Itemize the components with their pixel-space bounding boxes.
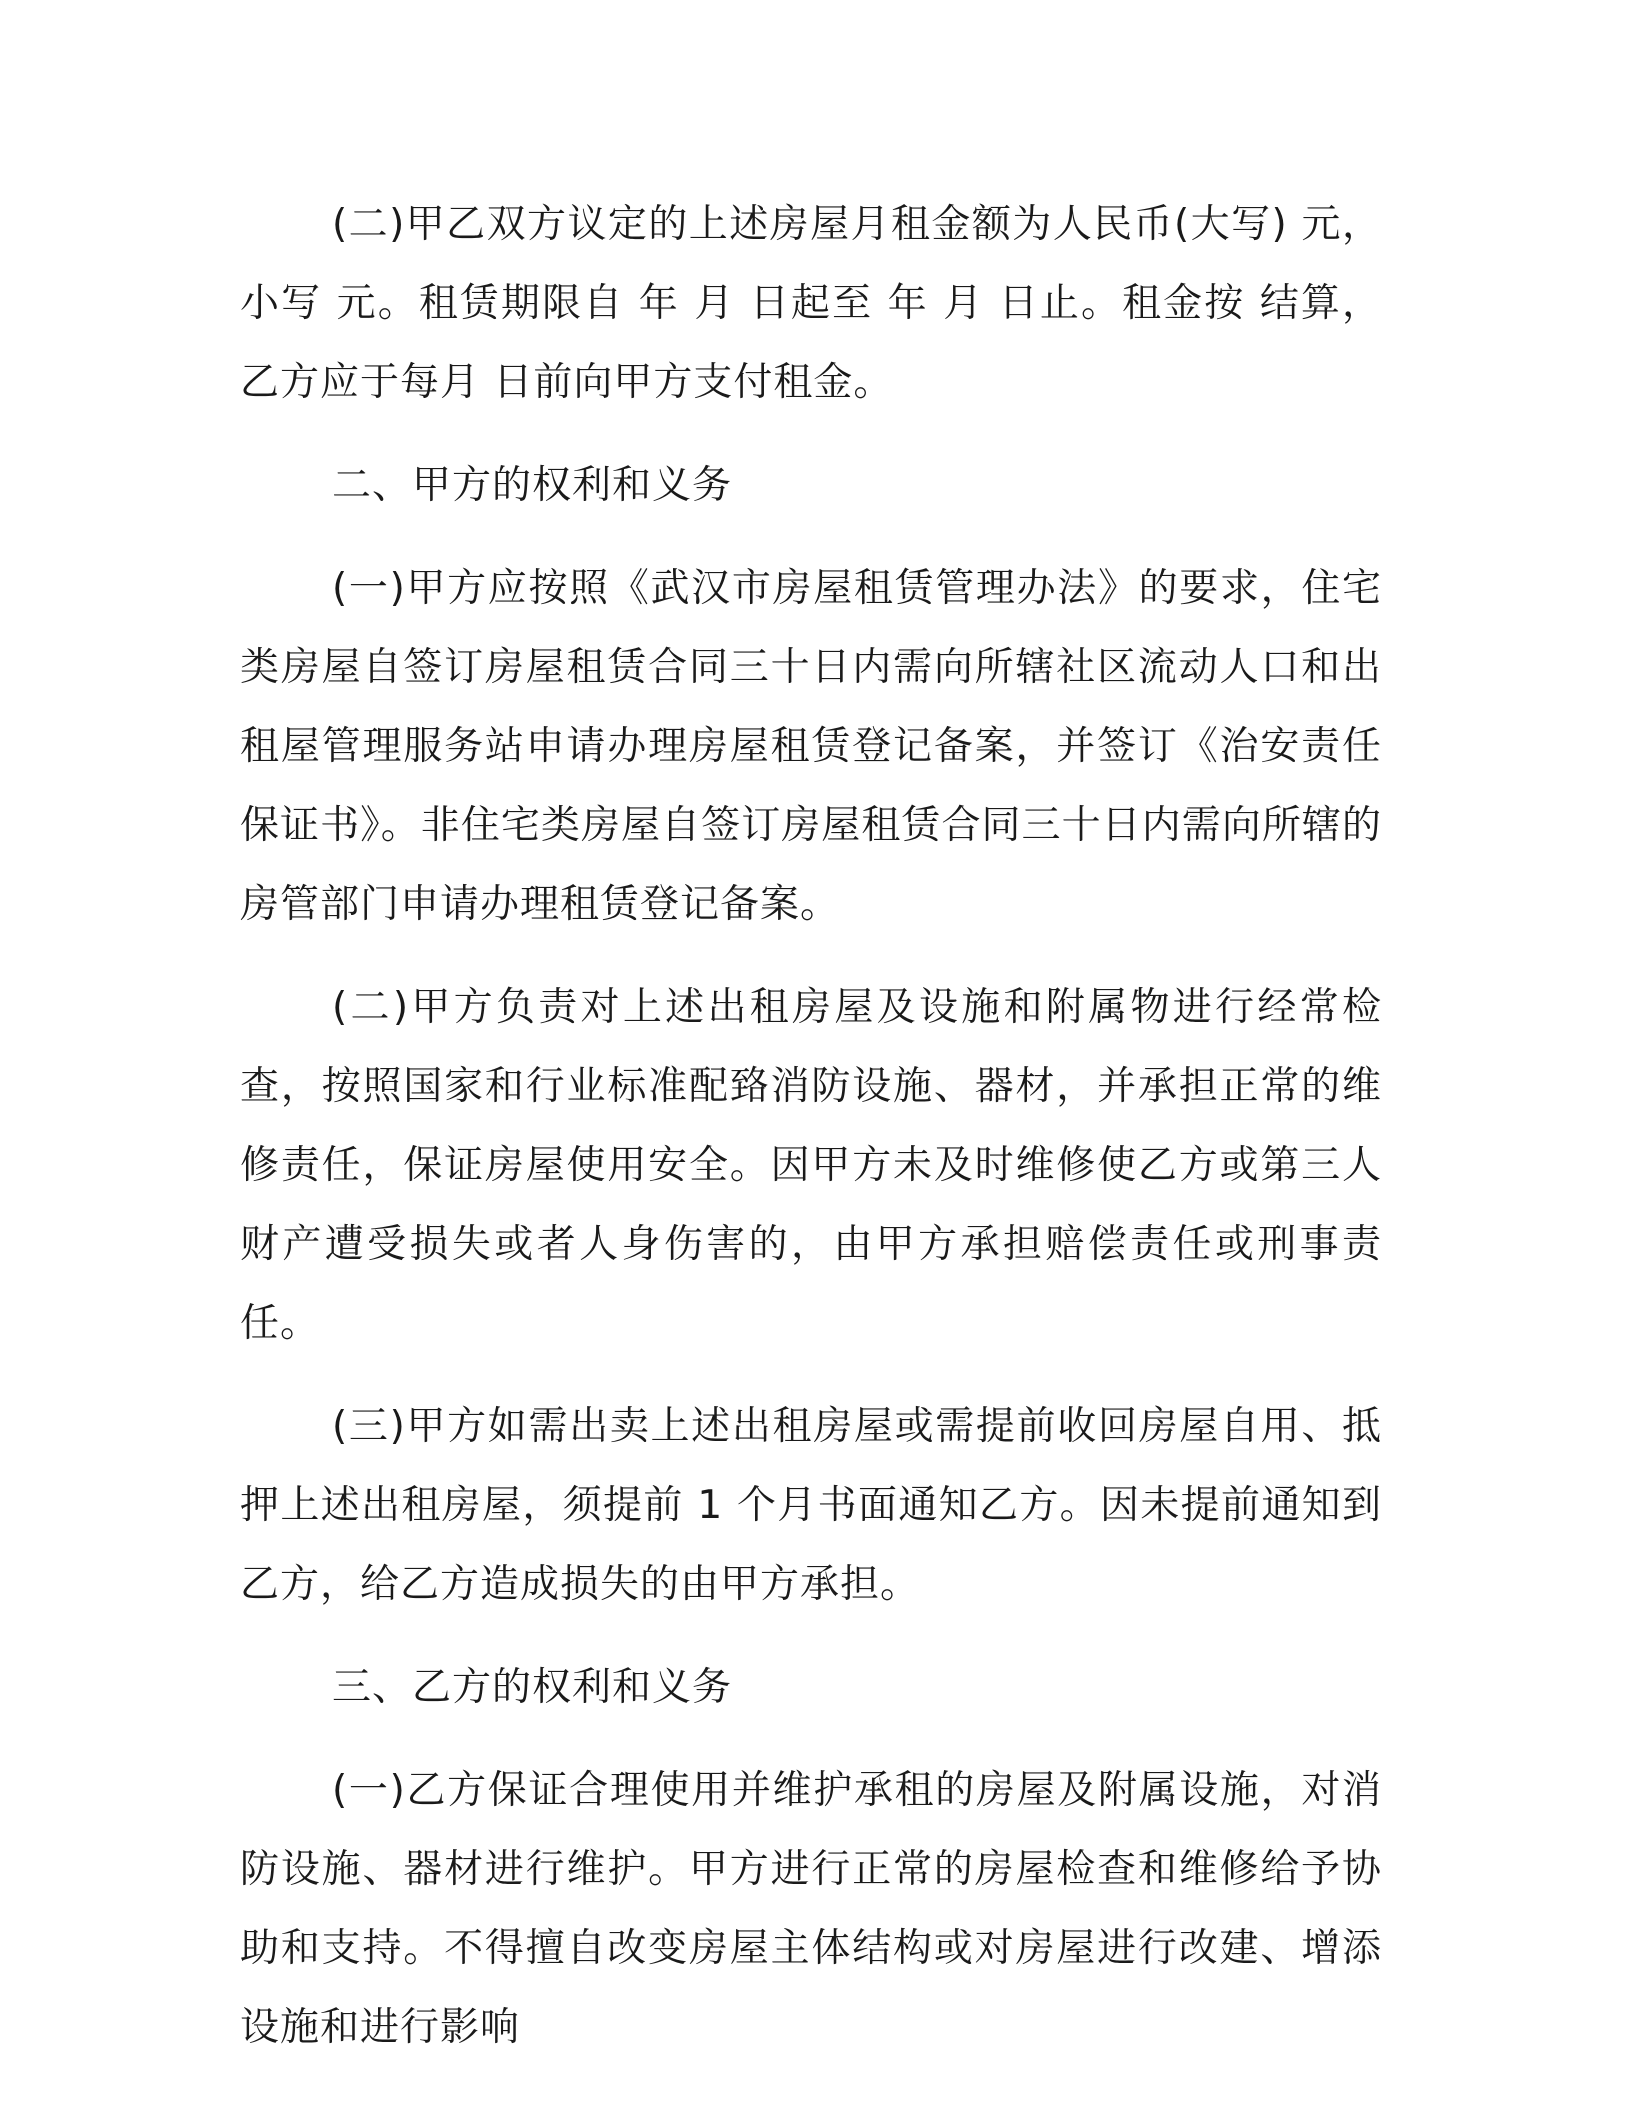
heading-party-a-rights: 二、甲方的权利和义务 bbox=[332, 463, 733, 508]
paragraph-party-a-sale-notice: (三)甲方如需出卖上述出租房屋或需提前收回房屋自用、抵押上述出租房屋，须提前 1 个月书面通知乙方。因未提前通知到乙方，给乙方造成损失的由甲方承担。 bbox=[240, 1404, 1382, 1607]
heading-party-b-rights: 三、乙方的权利和义务 bbox=[332, 1665, 733, 1710]
paragraph-party-a-maintenance: (二)甲方负责对上述出租房屋及设施和附属物进行经常检查，按照国家和行业标准配臵消防设施、器材，并承担正常的维修责任，保证房屋使用安全。因甲方未及时维修使乙方或第三人财产遭受损失或者人身伤害的，由甲方承担赔偿责任或刑事责任。 bbox=[240, 985, 1382, 1346]
paragraph-rent-amount: (二)甲乙双方议定的上述房屋月租金额为人民币(大写) 元，小写 元。租赁期限自 年 月 日起至 年 月 日止。租金按 结算，乙方应于每月 日前向甲方支付租金。 bbox=[240, 202, 1382, 405]
paragraph-party-a-registration: (一)甲方应按照《武汉市房屋租赁管理办法》的要求，住宅类房屋自签订房屋租赁合同三十日内需向所辖社区流动人口和出租屋管理服务站申请办理房屋租赁登记备案，并签订《治安责任保证书》。非住宅类房屋自签订房屋租赁合同三十日内需向所辖的房管部门申请办理租赁登记备案。 bbox=[240, 566, 1382, 927]
paragraph-party-b-usage: (一)乙方保证合理使用并维护承租的房屋及附属设施，对消防设施、器材进行维护。甲方进行正常的房屋检查和维修给予协助和支持。不得擅自改变房屋主体结构或对房屋进行改建、增添设施和进行影响 bbox=[240, 1768, 1382, 2050]
